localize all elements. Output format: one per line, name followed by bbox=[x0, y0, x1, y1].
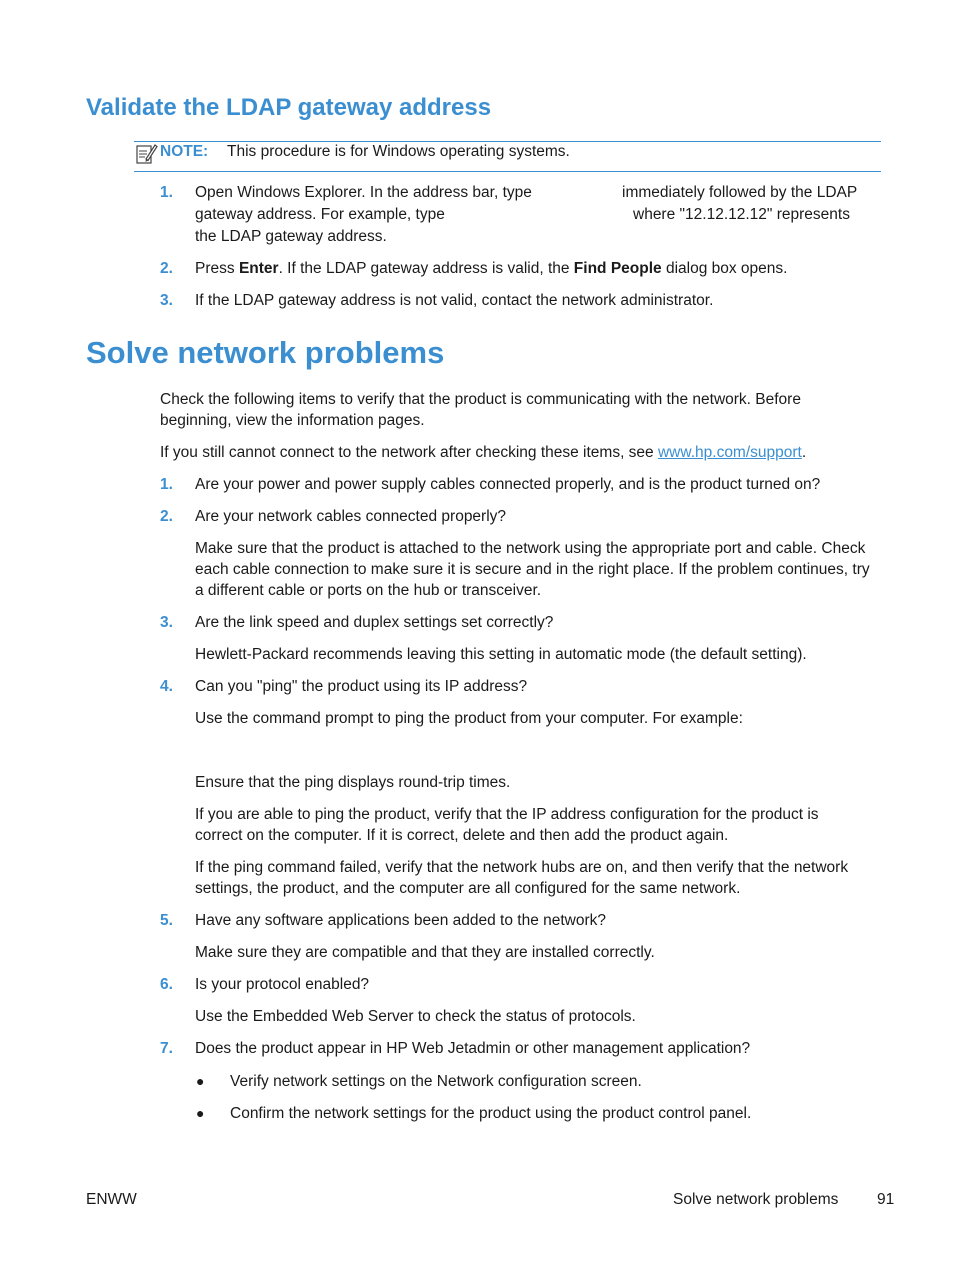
note-text: This procedure is for Windows operating systems. bbox=[227, 143, 570, 160]
item-2-detail-line: a different cable or ports on the hub or transceiver. bbox=[195, 582, 542, 599]
intro-paragraph-line: beginning, view the information pages. bbox=[160, 412, 425, 429]
item-4-detail: Ensure that the ping displays round-trip times. bbox=[195, 774, 511, 791]
step-number: 2. bbox=[160, 260, 173, 277]
step-number: 3. bbox=[160, 292, 173, 309]
item-6-text: Is your protocol enabled? bbox=[195, 976, 370, 993]
bullet-item: Confirm the network settings for the product using the product control panel. bbox=[230, 1105, 752, 1122]
item-2-text: Are your network cables connected properly? bbox=[195, 508, 507, 525]
item-number: 5. bbox=[160, 912, 173, 929]
step-number: 1. bbox=[160, 184, 173, 201]
footer-page-number: 91 bbox=[877, 1191, 895, 1208]
step-1-text-b: immediately followed by the LDAP bbox=[622, 184, 858, 201]
step-1-text-e: the LDAP gateway address. bbox=[195, 228, 387, 245]
item-3-text: Are the link speed and duplex settings set correctly? bbox=[195, 614, 554, 631]
note-bottom-rule bbox=[134, 171, 881, 172]
enter-key-label: Enter bbox=[238, 260, 279, 277]
item-number: 6. bbox=[160, 976, 173, 993]
item-4-detail-line: If you are able to ping the product, verify that the IP address configuration for the product is bbox=[195, 806, 819, 823]
item-number: 3. bbox=[160, 614, 173, 631]
intro-paragraph-2: If you still cannot connect to the network after checking these items, see www.hp.com/support. bbox=[160, 444, 807, 461]
step-3-text: If the LDAP gateway address is not valid, contact the network administrator. bbox=[195, 292, 714, 309]
step-1-text-a: Open Windows Explorer. In the address bar, type bbox=[195, 184, 532, 201]
footer-left: ENWW bbox=[86, 1191, 137, 1208]
hp-support-link[interactable]: www.hp.com/support bbox=[657, 444, 802, 461]
item-5-detail: Make sure they are compatible and that they are installed correctly. bbox=[195, 944, 655, 961]
step-1-text-c: gateway address. For example, type bbox=[195, 206, 445, 223]
note-pencil-icon bbox=[134, 142, 158, 166]
item-2-detail-line: Make sure that the product is attached to the network using the appropriate port and cable. Check bbox=[195, 540, 866, 557]
item-1-text: Are your power and power supply cables connected properly, and is the product turned on? bbox=[195, 476, 821, 493]
item-4-detail-line: If the ping command failed, verify that the network hubs are on, and then verify that the network bbox=[195, 859, 849, 876]
item-3-detail: Hewlett-Packard recommends leaving this setting in automatic mode (the default setting). bbox=[195, 646, 807, 663]
bullet-icon: ● bbox=[196, 1073, 205, 1089]
intro-paragraph-line: Check the following items to verify that the product is communicating with the network. Before bbox=[160, 391, 801, 408]
note-label: NOTE: bbox=[160, 143, 209, 160]
find-people-label: Find People bbox=[573, 260, 662, 277]
step-2-text: Press Enter. If the LDAP gateway address is valid, the Find People dialog box opens. bbox=[195, 260, 788, 277]
item-4-text: Can you "ping" the product using its IP address? bbox=[195, 678, 528, 695]
item-5-text: Have any software applications been added to the network? bbox=[195, 912, 607, 929]
item-number: 1. bbox=[160, 476, 173, 493]
item-6-detail: Use the Embedded Web Server to check the status of protocols. bbox=[195, 1008, 636, 1025]
footer-section-name: Solve network problems bbox=[673, 1191, 839, 1208]
page-title: Solve network problems bbox=[86, 335, 445, 370]
item-4-detail: Use the command prompt to ping the product from your computer. For example: bbox=[195, 710, 743, 727]
item-4-detail-line: settings, the product, and the computer are all configured for the same network. bbox=[195, 880, 741, 897]
item-number: 2. bbox=[160, 508, 173, 525]
item-7-text: Does the product appear in HP Web Jetadmin or other management application? bbox=[195, 1040, 751, 1057]
item-number: 7. bbox=[160, 1040, 173, 1057]
item-number: 4. bbox=[160, 678, 173, 695]
bullet-icon: ● bbox=[196, 1105, 205, 1121]
bullet-item: Verify network settings on the Network configuration screen. bbox=[230, 1073, 642, 1090]
step-1-text-d: where "12.12.12.12" represents bbox=[633, 206, 850, 223]
item-2-detail-line: each cable connection to make sure it is secure and in the right place. If the problem continues, try bbox=[195, 561, 870, 578]
item-4-detail-line: correct on the computer. If it is correct, delete and then add the product again. bbox=[195, 827, 729, 844]
section-heading-validate-ldap: Validate the LDAP gateway address bbox=[86, 94, 492, 121]
